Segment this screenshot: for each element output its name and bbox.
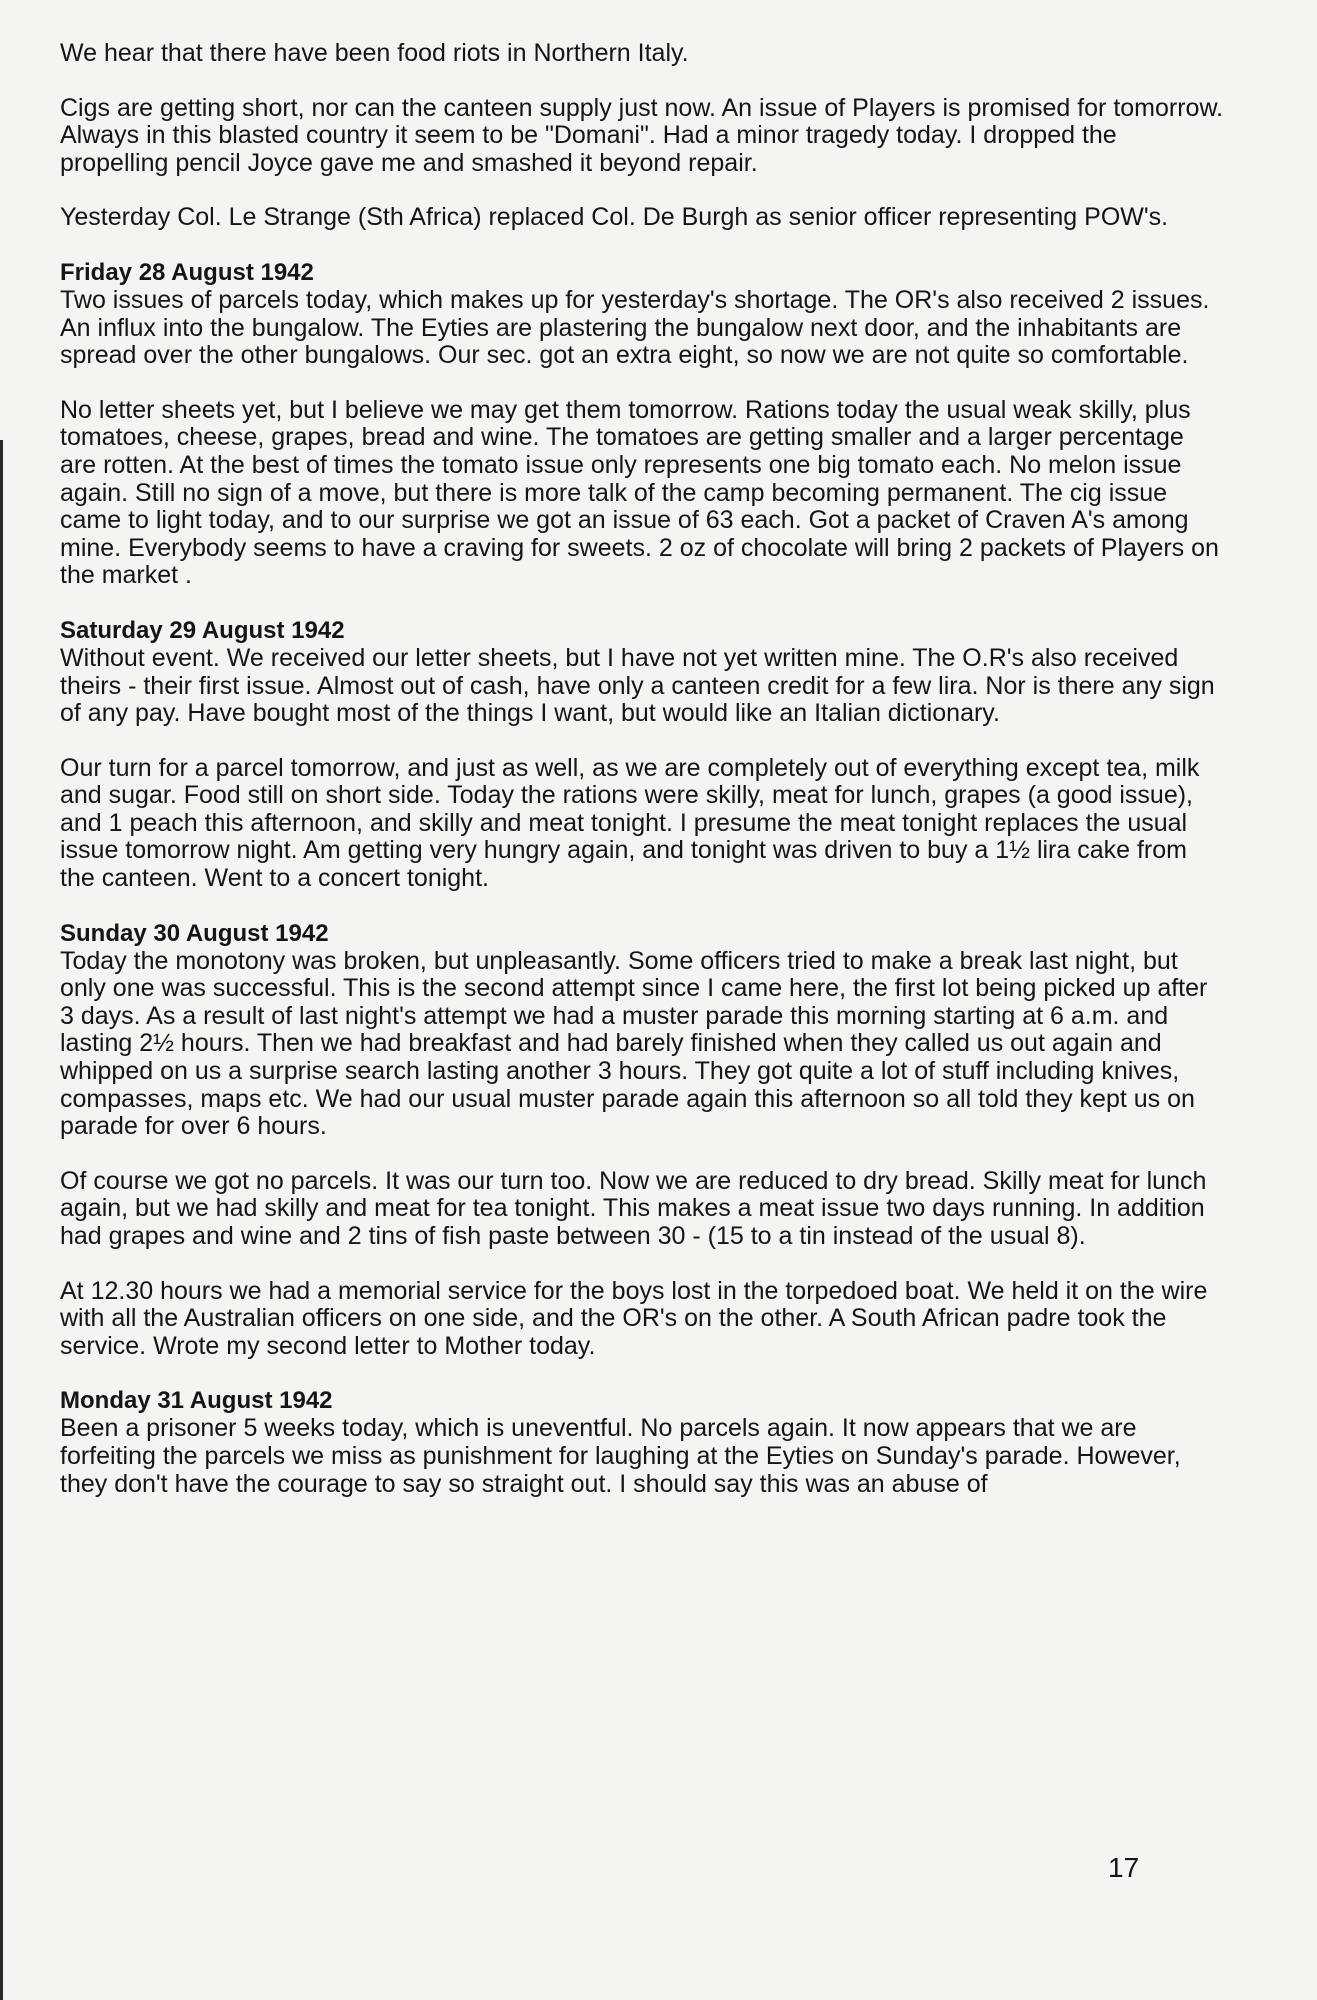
entry-date-heading: Friday 28 August 1942 (60, 258, 314, 286)
entry-date-heading: Sunday 30 August 1942 (60, 919, 329, 947)
intro-paragraph-3: Yesterday Col. Le Strange (Sth Africa) replaced Col. De Burgh as senior officer representing POW's. (60, 203, 1169, 232)
diary-entry-friday (60, 259, 1225, 590)
diary-entry-saturday (60, 617, 1225, 893)
entry-paragraph: Today the monotony was broken, but unpleasantly. Some officers tried to make a break last night, but only one was successful. This is the second attempt since I came here, the first lot being picked up after 3 days. As a result of last night's attempt we had a muster parade this morning starting at 6 a.m. and lasting 2½ hours. Then we had breakfast and had barely finished when they called us out again and whipped on us a surprise search lasting another 3 hours. They got quite a lot of stuff including knives, compasses, maps etc. We had our usual muster parade again this afternoon so all told they kept us on parade for over 6 hours. (60, 946, 1208, 1141)
entry-date-heading: Monday 31 August 1942 (60, 1387, 333, 1415)
entry-paragraph: Of course we got no parcels. It was our turn too. Now we are reduced to dry bread. Skilly meat for lunch again, but we had skilly and meat for tea tonight. This makes a meat issue two days running. In addition had grapes and wine and 2 tins of fish paste between 30 - (15 to a tin instead of the usual 8). (60, 1166, 1207, 1250)
page-edge-shadow (0, 440, 3, 2000)
entry-date-heading: Saturday 29 August 1942 (60, 616, 345, 644)
entry-paragraph: No letter sheets yet, but I believe we may get them tomorrow. Rations today the usual weak skilly, plus tomatoes, cheese, grapes, bread and wine. The tomatoes are getting smaller and a larger percentage are rotten. At the best of times the tomato issue only represents one big tomato each. No melon issue again. Still no sign of a move, but there is more talk of the camp becoming permanent. The cig issue came to light today, and to our surprise we got an issue of 63 each. Got a packet of Craven A's among mine. Everybody seems to have a craving for sweets. 2 oz of chocolate will bring 2 packets of Players on the market . (60, 395, 1219, 590)
intro-paragraph-2: Cigs are getting short, nor can the canteen supply just now. An issue of Players is promised for tomorrow. Always in this blasted country it seem to be "Domani". Had a minor tragedy today. I dropped the propelling pencil Joyce gave me and smashed it beyond repair. (60, 93, 1224, 177)
diary-entry-monday (60, 1387, 1225, 1498)
entry-paragraph: Two issues of parcels today, which makes up for yesterday's shortage. The OR's also received 2 issues. An influx into the bungalow. The Eyties are plastering the bungalow next door, and the inhabitants are spread over the other bungalows. Our sec. got an extra eight, so now we are not quite so comfortable. (60, 285, 1210, 370)
entry-paragraph: Without event. We received our letter sheets, but I have not yet written mine. The O.R's also received theirs - their first issue. Almost out of cash, have only a canteen credit for a few lira. Nor is there any sign of any pay. Have bought most of the things I want, but would like an Italian dictionary. (60, 643, 1215, 728)
intro-paragraph-1: We hear that there have been food riots in Northern Italy. (60, 39, 689, 67)
page-number: 17 (1108, 1852, 1140, 1883)
diary-entry-sunday (60, 920, 1225, 1361)
entry-paragraph: Been a prisoner 5 weeks today, which is uneventful. No parcels again. It now appears that we are forfeiting the parcels we miss as punishment for laughing at the Eyties on Sunday's parade. However, they don't have the courage to say so straight out. I should say this was an abuse of (60, 1414, 1181, 1498)
entry-paragraph: Our turn for a parcel tomorrow, and just as well, as we are completely out of everything except tea, milk and sugar. Food still on short side. Today the rations were skilly, meat for lunch, grapes (a good issue), and 1 peach this afternoon, and skilly and meat tonight. I presume the meat tonight replaces the usual issue tomorrow night. Am getting very hungry again, and tonight was driven to buy a 1½ lira cake from the canteen. Went to a concert tonight. (60, 753, 1200, 893)
diary-page (60, 40, 1225, 1525)
entry-paragraph: At 12.30 hours we had a memorial service for the boys lost in the torpedoed boat. We held it on the wire with all the Australian officers on one side, and the OR's on the other. A South African padre took the service. Wrote my second letter to Mother today. (60, 1276, 1208, 1360)
